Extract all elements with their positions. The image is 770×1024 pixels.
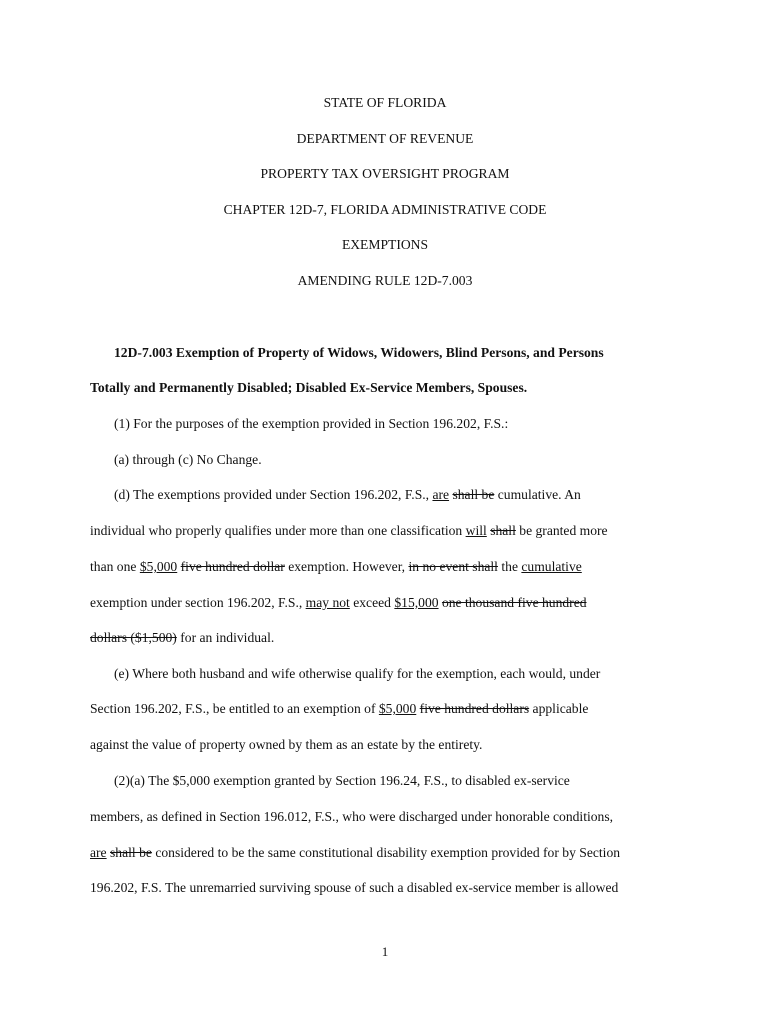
inserted-text: $15,000: [394, 595, 439, 610]
section-2a-line-4: 196.202, F.S. The unremarried surviving spouse of such a disabled ex-service member is allowed: [90, 880, 619, 895]
paragraph-1: (1) For the purposes of the exemption provided in Section 196.202, F.S.:: [114, 416, 509, 431]
header-chapter: CHAPTER 12D-7, FLORIDA ADMINISTRATIVE CODE: [223, 202, 547, 217]
deleted-text: in no event shall: [408, 559, 498, 574]
deleted-text: shall be: [452, 487, 495, 502]
header-amending-rule: AMENDING RULE 12D-7.003: [297, 273, 473, 288]
paragraph-d-line-3: than one $5,000 five hundred dollar exemption. However, in no event shall the cumulative: [90, 559, 582, 574]
section-2a-line-3: are shall be considered to be the same constitutional disability exemption provided for by Section: [90, 845, 621, 860]
section-2a-line-1: (2)(a) The $5,000 exemption granted by Section 196.24, F.S., to disabled ex-service: [114, 773, 570, 788]
deleted-text: one thousand five hundred: [441, 595, 587, 610]
deleted-text: dollars ($1,500): [90, 630, 177, 645]
inserted-text: are: [432, 487, 450, 502]
section-2a-line-2: members, as defined in Section 196.012, F.S., who were discharged under honorable conditions,: [90, 809, 614, 824]
paragraph-e-line-1: (e) Where both husband and wife otherwise qualify for the exemption, each would, under: [114, 666, 601, 681]
deleted-text: shall: [490, 523, 516, 538]
page-number: 1: [381, 944, 389, 959]
deleted-text: five hundred dollar: [180, 559, 285, 574]
header-department: DEPARTMENT OF REVENUE: [296, 131, 474, 146]
inserted-text: $5,000: [139, 559, 178, 574]
deleted-text: shall be: [110, 845, 152, 860]
paragraph-d-line-5: dollars ($1,500) for an individual.: [90, 630, 275, 645]
header-program: PROPERTY TAX OVERSIGHT PROGRAM: [260, 166, 510, 181]
deleted-text: five hundred dollars: [419, 701, 530, 716]
paragraph-d-line-1: (d) The exemptions provided under Section 196.202, F.S., are shall be cumulative. An: [114, 487, 581, 502]
inserted-text: are: [90, 845, 107, 860]
rule-title-line-1: 12D-7.003 Exemption of Property of Widows, Widowers, Blind Persons, and Persons: [114, 345, 604, 360]
inserted-text: cumulative: [521, 559, 582, 574]
paragraph-e-line-3: against the value of property owned by them as an estate by the entirety.: [90, 737, 483, 752]
header-exemptions: EXEMPTIONS: [341, 237, 429, 252]
paragraph-e-line-2: Section 196.202, F.S., be entitled to an exemption of $5,000 five hundred dollars applicable: [90, 701, 589, 716]
paragraph-a-c: (a) through (c) No Change.: [114, 452, 262, 467]
inserted-text: may not: [305, 595, 350, 610]
paragraph-d-line-4: exemption under section 196.202, F.S., may not exceed $15,000 one thousand five hundred: [90, 595, 587, 610]
header-state: STATE OF FLORIDA: [323, 95, 447, 110]
rule-title-line-2: Totally and Permanently Disabled; Disabled Ex-Service Members, Spouses.: [90, 380, 528, 395]
paragraph-d-line-2: individual who properly qualifies under more than one classification will shall be granted more: [90, 523, 608, 538]
inserted-text: will: [465, 523, 487, 538]
inserted-text: $5,000: [378, 701, 417, 716]
